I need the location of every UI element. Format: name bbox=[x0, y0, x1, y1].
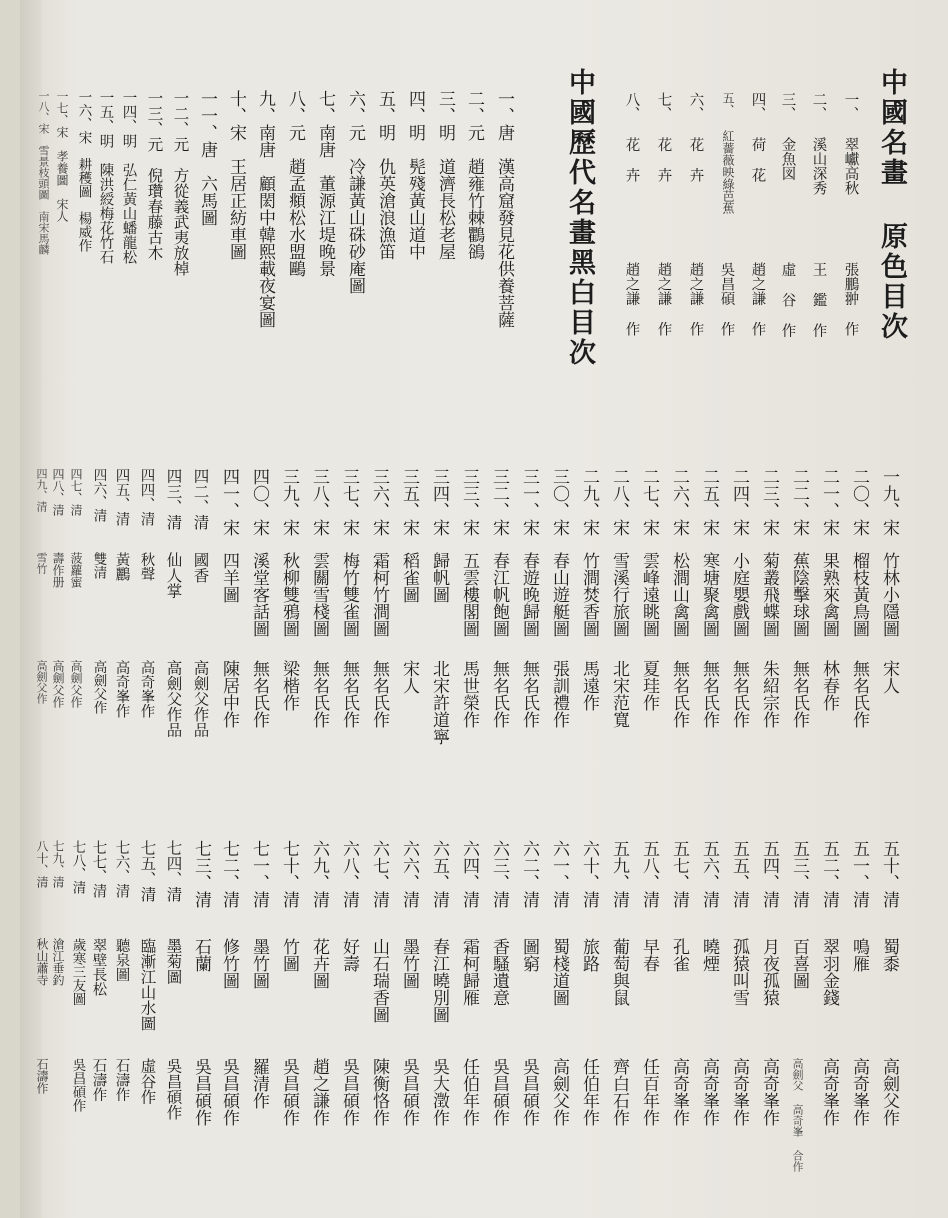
bw-bot-title-77: 翠壁長松 bbox=[90, 938, 107, 996]
bw-bot-num-68: 六八、清 bbox=[339, 840, 359, 908]
bw-bot-title-66: 墨竹圖 bbox=[399, 938, 419, 989]
bw-bot-artist-58: 任百年作 bbox=[639, 1058, 659, 1126]
bw-mid-artist-23: 朱紹宗作 bbox=[759, 660, 779, 728]
bw-mid-num-45: 四五、清 bbox=[113, 468, 130, 526]
bw-bot-title-59: 葡萄與鼠 bbox=[609, 938, 629, 1006]
bw-mid-artist-44: 高奇峯作 bbox=[138, 660, 155, 718]
bw-bot-num-79: 七九、清 bbox=[51, 840, 65, 888]
bw-mid-num-29: 二九、宋 bbox=[579, 468, 599, 536]
bw-mid-title-21: 果熟來禽圖 bbox=[819, 552, 839, 637]
bw-bot-title-62: 圖窮 bbox=[519, 938, 539, 972]
color-entry-7: 七、 花 卉 bbox=[655, 92, 672, 182]
bw-mid-num-39: 三九、宋 bbox=[279, 468, 299, 536]
bw-mid-title-28: 雪溪行旅圖 bbox=[609, 552, 629, 637]
bw-mid-title-24: 小庭嬰戲圖 bbox=[729, 552, 749, 637]
bw-mid-num-24: 二四、宋 bbox=[729, 468, 749, 536]
bw-bot-artist-62: 吳昌碩作 bbox=[519, 1058, 539, 1126]
bw-bot-num-78: 七八、清 bbox=[69, 840, 86, 894]
bw-mid-artist-38: 無名氏作 bbox=[309, 660, 329, 728]
bw-bot-num-60: 六十、清 bbox=[579, 840, 599, 908]
bw-bot-artist-68: 吳昌碩作 bbox=[339, 1058, 359, 1126]
bw-top-1: 一、唐 漢高窟發見花供養菩薩 bbox=[494, 90, 514, 328]
bw-bot-num-75: 七五、清 bbox=[138, 840, 157, 902]
bw-mid-num-26: 二六、宋 bbox=[669, 468, 689, 536]
bw-mid-artist-22: 無名氏作 bbox=[789, 660, 809, 728]
bw-mid-title-40: 溪堂客話圖 bbox=[249, 552, 269, 637]
bw-mid-num-20: 二〇、宋 bbox=[849, 468, 869, 536]
bw-mid-title-41: 四羊圖 bbox=[219, 552, 239, 603]
bw-bot-artist-54: 高奇峯作 bbox=[759, 1058, 779, 1126]
bw-bot-num-63: 六三、清 bbox=[489, 840, 509, 908]
bw-bot-title-73: 石蘭 bbox=[191, 938, 211, 972]
color-artist-7: 趙之謙 作 bbox=[655, 262, 672, 336]
bw-mid-num-31: 三一、宋 bbox=[519, 468, 539, 536]
bw-mid-title-46: 雙清 bbox=[90, 552, 107, 579]
bw-bot-num-58: 五八、清 bbox=[639, 840, 659, 908]
bw-mid-num-30: 三〇、宋 bbox=[549, 468, 569, 536]
bw-mid-title-34: 歸帆圖 bbox=[429, 552, 449, 603]
bw-mid-num-36: 三六、宋 bbox=[369, 468, 389, 536]
bw-mid-artist-35: 宋人 bbox=[399, 660, 419, 694]
bw-bot-title-70: 竹圖 bbox=[279, 938, 299, 972]
bw-mid-artist-25: 無名氏作 bbox=[699, 660, 719, 728]
bw-mid-num-38: 三八、宋 bbox=[309, 468, 329, 536]
bw-bot-artist-63: 吳昌碩作 bbox=[489, 1058, 509, 1126]
bw-mid-num-42: 四二、清 bbox=[191, 468, 210, 530]
bw-bot-artist-67: 陳衡恪作 bbox=[369, 1058, 389, 1126]
bw-top-3: 三、明 道濟長松老屋 bbox=[435, 90, 455, 260]
bw-mid-title-37: 梅竹雙雀圖 bbox=[339, 552, 359, 637]
bw-bot-artist-73: 吳昌碩作 bbox=[191, 1058, 211, 1126]
bw-bot-title-50: 蜀黍 bbox=[879, 938, 899, 972]
bw-bot-title-75: 臨漸江山水圖 bbox=[138, 938, 157, 1031]
bw-bot-title-78: 歲寒三友圖 bbox=[69, 938, 86, 1006]
bw-mid-num-25: 二五、宋 bbox=[699, 468, 719, 536]
bw-mid-num-22: 二二、宋 bbox=[789, 468, 809, 536]
bw-bot-artist-75: 虛谷作 bbox=[138, 1058, 157, 1105]
bw-top-4: 四、明 髡殘黃山道中 bbox=[405, 90, 425, 260]
color-artist-3: 虛 谷 作 bbox=[779, 262, 796, 338]
bw-mid-artist-48: 高劍父作 bbox=[51, 660, 65, 708]
bw-mid-title-47: 菠蘿蜜 bbox=[69, 552, 83, 588]
bw-mid-title-29: 竹澗焚香圖 bbox=[579, 552, 599, 637]
bw-mid-title-22: 蕉陰擊球圖 bbox=[789, 552, 809, 637]
bw-bot-num-50: 五十、清 bbox=[879, 840, 899, 908]
bw-top-16: 一六、宋 耕穫圖 楊威作 bbox=[75, 90, 92, 252]
bw-bot-title-76: 聽泉圖 bbox=[113, 938, 130, 982]
bw-bot-artist-56: 高奇峯作 bbox=[699, 1058, 719, 1126]
bw-bot-artist-71: 羅清作 bbox=[249, 1058, 269, 1109]
bw-bot-title-74: 墨菊圖 bbox=[164, 938, 183, 985]
bw-bot-artist-74: 吳昌碩作 bbox=[164, 1058, 183, 1120]
bw-bot-artist-50: 高劍父作 bbox=[879, 1058, 899, 1126]
color-artist-4: 趙之謙 作 bbox=[749, 262, 766, 336]
bw-bot-num-53: 五三、清 bbox=[789, 840, 809, 908]
bw-mid-artist-40: 無名氏作 bbox=[249, 660, 269, 728]
bw-mid-num-41: 四一、宋 bbox=[219, 468, 239, 536]
bw-bot-title-68: 好壽 bbox=[339, 938, 359, 972]
bw-top-17: 一七、宋 孝養圖 宋人 bbox=[55, 90, 69, 222]
bw-bot-artist-76: 石濤作 bbox=[113, 1058, 130, 1102]
bw-top-13: 一三、元 倪瓚春藤古木 bbox=[145, 90, 164, 261]
bw-mid-artist-47: 高劍父作 bbox=[69, 660, 83, 708]
bw-mid-num-32: 三二、宋 bbox=[489, 468, 509, 536]
bw-mid-artist-49: 高劍父作 bbox=[35, 660, 48, 704]
bw-bot-artist-53: 高劍父 高奇峯 合作 bbox=[791, 1058, 804, 1172]
color-entry-2: 二、 溪山深秀 bbox=[810, 92, 827, 195]
bw-bot-artist-70: 吳昌碩作 bbox=[279, 1058, 299, 1126]
bw-bot-num-72: 七二、清 bbox=[219, 840, 239, 908]
bw-bot-title-69: 花卉圖 bbox=[309, 938, 329, 989]
bw-mid-artist-39: 梁楷作 bbox=[279, 660, 299, 711]
bw-mid-num-40: 四〇、宋 bbox=[249, 468, 269, 536]
bw-bot-title-67: 山石瑞香圖 bbox=[369, 938, 389, 1023]
bw-bot-artist-65: 吳大澂作 bbox=[429, 1058, 449, 1126]
bw-mid-artist-30: 張訓禮作 bbox=[549, 660, 569, 728]
bw-bot-num-69: 六九、清 bbox=[309, 840, 329, 908]
bw-section-title: 中國歷代名畫黑白目次 bbox=[564, 68, 595, 368]
bw-mid-artist-29: 馬遠作 bbox=[579, 660, 599, 711]
color-section-title: 中國名畫 原色目次 bbox=[876, 68, 907, 342]
bw-bot-artist-64: 任伯年作 bbox=[459, 1058, 479, 1126]
bw-mid-title-44: 秋聲 bbox=[138, 552, 155, 581]
bw-bot-artist-60: 任伯年作 bbox=[579, 1058, 599, 1126]
bw-mid-num-28: 二八、宋 bbox=[609, 468, 629, 536]
color-artist-5: 吳昌碩 作 bbox=[718, 262, 735, 336]
bw-bot-title-65: 春江曉別圖 bbox=[429, 938, 449, 1023]
bw-mid-num-44: 四四、清 bbox=[138, 468, 155, 526]
bw-mid-artist-36: 無名氏作 bbox=[369, 660, 389, 728]
bw-mid-artist-45: 高奇峯作 bbox=[113, 660, 130, 718]
bw-bot-artist-52: 高奇峯作 bbox=[819, 1058, 839, 1126]
bw-mid-artist-26: 無名氏作 bbox=[669, 660, 689, 728]
bw-bot-num-54: 五四、清 bbox=[759, 840, 779, 908]
bw-bot-title-71: 墨竹圖 bbox=[249, 938, 269, 989]
bw-bot-num-56: 五六、清 bbox=[699, 840, 719, 908]
bw-mid-title-31: 春遊晚歸圖 bbox=[519, 552, 539, 637]
bw-bot-num-74: 七四、清 bbox=[164, 840, 183, 902]
bw-mid-artist-24: 無名氏作 bbox=[729, 660, 749, 728]
bw-mid-title-19: 竹林小隱圖 bbox=[879, 552, 899, 637]
bw-top-18: 一八、宋 雪景枝頭圖 南宋馬麟 bbox=[37, 90, 50, 255]
bw-bot-artist-51: 高奇峯作 bbox=[849, 1058, 869, 1126]
bw-mid-title-49: 雪竹 bbox=[35, 552, 48, 574]
bw-top-11: 一一、唐 六馬圖 bbox=[197, 90, 217, 226]
bw-mid-title-48: 壽作册 bbox=[51, 552, 65, 588]
bw-bot-num-52: 五二、清 bbox=[819, 840, 839, 908]
bw-bot-num-65: 六五、清 bbox=[429, 840, 449, 908]
color-entry-1: 一、 翠巘高秋 bbox=[842, 92, 859, 195]
bw-mid-title-38: 雲關雪棧圖 bbox=[309, 552, 329, 637]
bw-bot-title-54: 月夜孤猿 bbox=[759, 938, 779, 1006]
color-artist-2: 王 鑑 作 bbox=[810, 262, 827, 338]
color-entry-3: 三、 金魚図 bbox=[779, 92, 796, 181]
bw-mid-title-45: 黃鸝 bbox=[113, 552, 130, 581]
bw-bot-num-61: 六一、清 bbox=[549, 840, 569, 908]
bw-mid-artist-37: 無名氏作 bbox=[339, 660, 359, 728]
bw-bot-num-66: 六六、清 bbox=[399, 840, 419, 908]
bw-bot-title-57: 孔雀 bbox=[669, 938, 689, 972]
bw-bot-num-62: 六二、清 bbox=[519, 840, 539, 908]
bw-top-15: 一五、明 陳洪綬梅花竹石 bbox=[97, 90, 114, 264]
bw-mid-title-25: 寒塘聚禽圖 bbox=[699, 552, 719, 637]
bw-bot-title-72: 修竹圖 bbox=[219, 938, 239, 989]
bw-mid-artist-33: 馬世榮作 bbox=[459, 660, 479, 728]
bw-mid-num-47: 四七、清 bbox=[69, 468, 83, 516]
bw-top-8: 八、元 趙孟頫松水盟鷗 bbox=[285, 90, 305, 277]
bw-top-2: 二、元 趙雍竹棘鸜鵒 bbox=[464, 90, 484, 260]
bw-top-6: 六、元 冷謙黃山硃砂庵圖 bbox=[345, 90, 365, 294]
bw-mid-title-39: 秋柳雙鴉圖 bbox=[279, 552, 299, 637]
bw-bot-num-59: 五九、清 bbox=[609, 840, 629, 908]
bw-mid-artist-27: 夏珪作 bbox=[639, 660, 659, 711]
bw-mid-num-49: 四九、清 bbox=[35, 468, 48, 512]
bw-bot-artist-72: 吳昌碩作 bbox=[219, 1058, 239, 1126]
bw-mid-artist-28: 北宋范寬 bbox=[609, 660, 629, 728]
bw-mid-num-35: 三五、宋 bbox=[399, 468, 419, 536]
bw-top-5: 五、明 仇英滄浪漁笛 bbox=[375, 90, 395, 260]
bw-bot-title-80: 秋山蕭寺 bbox=[35, 938, 49, 986]
bw-bot-artist-80: 石濤作 bbox=[35, 1058, 49, 1094]
bw-bot-title-53: 百喜圖 bbox=[789, 938, 809, 989]
bw-bot-artist-59: 齊白石作 bbox=[609, 1058, 629, 1126]
bw-bot-artist-55: 高奇峯作 bbox=[729, 1058, 749, 1126]
bw-mid-num-48: 四八、清 bbox=[51, 468, 65, 516]
bw-mid-title-35: 稻雀圖 bbox=[399, 552, 419, 603]
bw-mid-title-20: 榴枝黃鳥圖 bbox=[849, 552, 869, 637]
bw-bot-num-64: 六四、清 bbox=[459, 840, 479, 908]
bw-bot-title-51: 鳴雁 bbox=[849, 938, 869, 972]
bw-mid-artist-20: 無名氏作 bbox=[849, 660, 869, 728]
color-entry-5: 五、 紅薔薇映綠芭蕉 bbox=[721, 92, 735, 214]
bw-top-14: 一四、明 弘仁黃山蟠龍松 bbox=[120, 90, 137, 264]
bw-bot-title-60: 旅路 bbox=[579, 938, 599, 972]
bw-bot-title-58: 早春 bbox=[639, 938, 659, 972]
bw-bot-num-71: 七一、清 bbox=[249, 840, 269, 908]
bw-bot-num-57: 五七、清 bbox=[669, 840, 689, 908]
bw-top-10: 十、宋 王居正紡車圖 bbox=[226, 90, 246, 260]
bw-mid-artist-32: 無名氏作 bbox=[489, 660, 509, 728]
bw-bot-num-77: 七七、清 bbox=[90, 840, 107, 898]
bw-mid-artist-31: 無名氏作 bbox=[519, 660, 539, 728]
bw-bot-num-70: 七十、清 bbox=[279, 840, 299, 908]
bw-bot-num-67: 六七、清 bbox=[369, 840, 389, 908]
bw-bot-num-80: 八十、清 bbox=[35, 840, 49, 888]
bw-top-7: 七、南唐 董源江堤晚景 bbox=[315, 90, 335, 277]
bw-bot-title-79: 滄江垂釣 bbox=[51, 938, 65, 986]
bw-top-9: 九、南唐 顧閎中韓熙載夜宴圖 bbox=[255, 90, 275, 328]
bw-bot-title-52: 翠羽金錢 bbox=[819, 938, 839, 1006]
bw-mid-num-33: 三三、宋 bbox=[459, 468, 479, 536]
bw-mid-title-36: 霜柯竹澗圖 bbox=[369, 552, 389, 637]
bw-mid-title-43: 仙人掌 bbox=[164, 552, 183, 599]
bw-bot-artist-78: 吳昌碩作 bbox=[69, 1058, 86, 1112]
bw-mid-num-23: 二三、宋 bbox=[759, 468, 779, 536]
bw-bot-num-73: 七三、清 bbox=[191, 840, 211, 908]
bw-mid-title-23: 菊叢飛蝶圖 bbox=[759, 552, 779, 637]
bw-mid-artist-42: 高劍父作品 bbox=[191, 660, 210, 738]
bw-mid-artist-19: 宋人 bbox=[879, 660, 899, 694]
bw-bot-num-55: 五五、清 bbox=[729, 840, 749, 908]
bw-mid-num-43: 四三、清 bbox=[164, 468, 183, 530]
bw-bot-artist-61: 高劍父作 bbox=[549, 1058, 569, 1126]
color-entry-8: 八、 花 卉 bbox=[623, 92, 640, 182]
color-artist-6: 趙之謙 作 bbox=[687, 262, 704, 336]
color-entry-6: 六、 花 卉 bbox=[687, 92, 704, 182]
bw-bot-artist-77: 石濤作 bbox=[90, 1058, 107, 1102]
bw-mid-title-27: 雲峰遠眺圖 bbox=[639, 552, 659, 637]
bw-mid-title-32: 春江帆飽圖 bbox=[489, 552, 509, 637]
bw-mid-artist-34: 北宋許道寧 bbox=[429, 660, 449, 745]
color-artist-1: 張鵬翀 作 bbox=[842, 262, 859, 336]
bw-bot-title-56: 曉煙 bbox=[699, 938, 719, 972]
bw-mid-artist-46: 高劍父作 bbox=[90, 660, 107, 714]
bw-mid-num-46: 四六、清 bbox=[90, 468, 107, 522]
bw-bot-num-51: 五一、清 bbox=[849, 840, 869, 908]
bw-mid-title-33: 五雲樓閣圖 bbox=[459, 552, 479, 637]
bw-bot-title-61: 蜀棧道圖 bbox=[549, 938, 569, 1006]
color-entry-4: 四、 荷 花 bbox=[749, 92, 766, 182]
bw-bot-artist-66: 吳昌碩作 bbox=[399, 1058, 419, 1126]
bw-mid-title-42: 國香 bbox=[191, 552, 210, 583]
bw-bot-artist-57: 高奇峯作 bbox=[669, 1058, 689, 1126]
bw-mid-artist-43: 高劍父作品 bbox=[164, 660, 183, 738]
bw-mid-title-30: 春山遊艇圖 bbox=[549, 552, 569, 637]
bw-mid-artist-21: 林春作 bbox=[819, 660, 839, 711]
bw-bot-title-64: 霜柯歸雁 bbox=[459, 938, 479, 1006]
color-artist-8: 趙之謙 作 bbox=[623, 262, 640, 336]
bw-bot-artist-69: 趙之謙作 bbox=[309, 1058, 329, 1126]
bw-top-12: 一二、元 方從義武夷放棹 bbox=[171, 90, 190, 276]
bw-mid-title-26: 松澗山禽圖 bbox=[669, 552, 689, 637]
bw-mid-artist-41: 陳居中作 bbox=[219, 660, 239, 728]
bw-mid-num-37: 三七、宋 bbox=[339, 468, 359, 536]
bw-mid-num-19: 一九、宋 bbox=[879, 468, 899, 536]
bw-bot-num-76: 七六、清 bbox=[113, 840, 130, 898]
bw-mid-num-21: 二一、宋 bbox=[819, 468, 839, 536]
bw-bot-title-55: 孤猿叫雪 bbox=[729, 938, 749, 1006]
bw-mid-num-34: 三四、宋 bbox=[429, 468, 449, 536]
bw-mid-num-27: 二七、宋 bbox=[639, 468, 659, 536]
bw-bot-title-63: 香騷遺意 bbox=[489, 938, 509, 1006]
